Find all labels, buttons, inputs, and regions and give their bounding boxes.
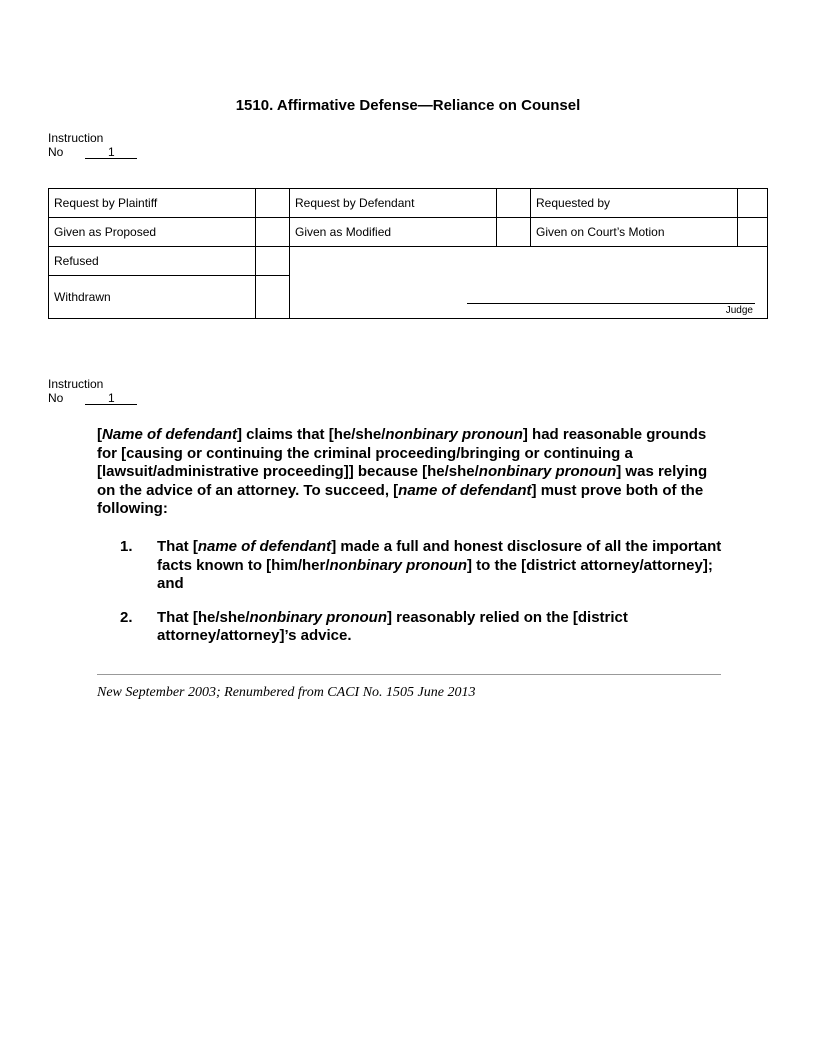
list-item: 2. That [he/she/nonbinary pronoun] reasonably relied on the [district attorney/attorney]’s advice. <box>120 608 628 644</box>
given-on-courts-motion-checkbox[interactable] <box>738 218 767 246</box>
request-disposition-table <box>48 188 768 319</box>
instruction-body <box>97 426 727 519</box>
instruction-number: 1 <box>85 392 137 405</box>
request-by-plaintiff-checkbox[interactable] <box>256 189 289 217</box>
given-on-courts-motion-label: Given on Court’s Motion <box>536 225 665 239</box>
refused-label: Refused <box>54 254 99 268</box>
instruction-paragraph: [Name of defendant] claims that [he/she/nonbinary pronoun] had reasonable grounds for [causing or continuing the criminal proceeding/bringing or continuing a [lawsuit/administrative proceeding]] because [he/she/nonbinary pronoun] was relying on the advice of an attorney. To succeed, [name of defendant] must prove both of the following: <box>97 426 708 517</box>
instruction-number: 1 <box>85 146 137 159</box>
withdrawn-checkbox[interactable] <box>256 276 289 318</box>
placeholder-nonbinary-pronoun: nonbinary pronoun <box>249 608 387 626</box>
list-item-number: 2. <box>120 608 133 626</box>
placeholder-nonbinary-pronoun: nonbinary pronoun <box>385 426 523 443</box>
instruction-label: Instruction <box>48 131 104 145</box>
given-as-proposed-label: Given as Proposed <box>54 225 157 239</box>
instruction-label: Instruction <box>48 377 104 391</box>
given-as-modified-checkbox[interactable] <box>497 218 530 246</box>
request-by-plaintiff-label: Request by Plaintiff <box>54 196 158 210</box>
judge-label: Judge <box>725 305 753 316</box>
placeholder-name-of-defendant: Name of defendant <box>102 426 238 443</box>
elements-list <box>97 538 727 661</box>
list-item: 1. That [name of defendant] made a full and honest disclosure of all the important facts known to [him/her/nonbinary pronoun] to the [district attorney/attorney]; and <box>120 538 722 592</box>
revision-history: New September 2003; Renumbered from CACI No. 1505 June 2013 <box>97 685 476 700</box>
instruction-title: 1510. Affirmative Defense—Reliance on Counsel <box>235 97 581 114</box>
placeholder-nonbinary-pronoun: nonbinary pronoun <box>329 556 467 574</box>
divider <box>97 674 721 675</box>
placeholder-nonbinary-pronoun: nonbinary pronoun <box>478 463 617 480</box>
instruction-number-block-top <box>48 131 137 159</box>
judge-signature-line[interactable] <box>467 303 755 304</box>
request-by-defendant-label: Request by Defendant <box>295 196 415 210</box>
withdrawn-label: Withdrawn <box>54 290 111 304</box>
requested-by-checkbox[interactable] <box>738 189 767 217</box>
instruction-number-block-bottom <box>48 377 137 405</box>
instruction-no-label: No <box>48 145 64 159</box>
refused-checkbox[interactable] <box>256 247 289 275</box>
placeholder-name-of-defendant: name of defendant <box>398 481 532 499</box>
list-item-number: 1. <box>120 538 133 555</box>
given-as-modified-label: Given as Modified <box>295 225 392 239</box>
requested-by-label: Requested by <box>536 196 611 210</box>
placeholder-name-of-defendant: name of defendant <box>197 538 332 555</box>
request-by-defendant-checkbox[interactable] <box>497 189 530 217</box>
given-as-proposed-checkbox[interactable] <box>256 218 289 246</box>
instruction-no-label: No <box>48 391 64 405</box>
